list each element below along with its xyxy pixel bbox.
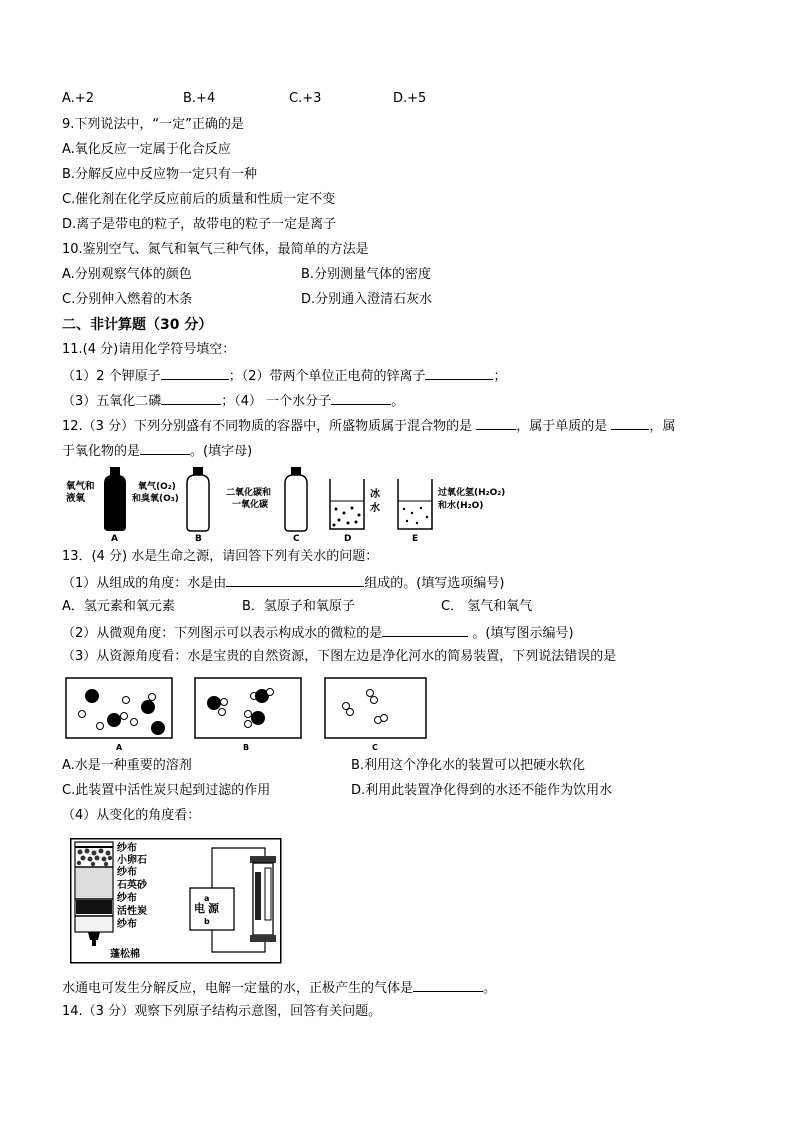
q11-part2 <box>62 391 404 411</box>
q13-p1a: （1）从组成的角度：水是由 <box>62 576 227 591</box>
q13-stem: 13．(4 分) 水是生命之源，请回答下列有关水的问题： <box>62 549 379 564</box>
answer-blank[interactable] <box>413 978 483 992</box>
q8-option-c: C.+3 <box>289 91 322 106</box>
q11-stem: 11.(4 分)请用化学符号填空： <box>62 342 236 357</box>
q13-p3-option-a: A.水是一种重要的溶剂 <box>62 758 192 773</box>
q13-p1-option-a: A．氢元素和氧元素 <box>62 599 175 614</box>
container-c-label-line1: 二氧化碳和 <box>226 488 272 498</box>
q13-p3-option-b: B.利用这个净化水的装置可以把硬水软化 <box>351 758 586 773</box>
answer-blank[interactable] <box>226 573 364 587</box>
q12-line2b: 。(填字母) <box>190 444 253 459</box>
q13-p3-option-d: D.利用此装置净化得到的水还不能作为饮用水 <box>351 783 613 798</box>
q11-p1c: ； <box>493 369 507 384</box>
q10-stem: 10.鉴别空气、氮气和氧气三种气体，最简单的方法是 <box>62 242 369 257</box>
answer-blank[interactable] <box>140 441 190 455</box>
q9-stem: 9.下列说法中，“一定”正确的是 <box>62 117 244 132</box>
container-b-label-line2: 和臭氧(O₃) <box>132 494 179 504</box>
q13-p1-option-c: C． 氢气和氧气 <box>441 599 533 614</box>
container-a <box>66 467 126 541</box>
container-c-label-line2: 一氧化碳 <box>232 500 269 510</box>
answer-blank[interactable] <box>476 416 516 430</box>
q11-p2c: 。 <box>391 394 405 409</box>
q13-p1-option-b: B．氢原子和氧原子 <box>242 599 355 614</box>
answer-blank[interactable] <box>382 623 468 637</box>
q13-part2 <box>62 623 574 643</box>
answer-blank[interactable] <box>161 391 221 405</box>
q10-option-c: C.分别伸入燃着的木条 <box>62 292 193 307</box>
container-b-label-line1: 氧气(O₂) <box>138 482 176 492</box>
particle-panel-a-letter: A <box>116 743 123 752</box>
filter-label-6: 活性炭 <box>117 906 147 917</box>
power-label-2: 源 <box>208 902 219 915</box>
container-d-label-line1: 冰 <box>370 489 380 500</box>
q11-p2a: （3）五氧化二磷 <box>62 394 162 409</box>
q12-line1c: ，属 <box>649 419 676 434</box>
power-terminal-b: b <box>204 917 210 926</box>
q13-part5 <box>62 978 496 998</box>
filter-label-3: 纱布 <box>117 867 137 878</box>
q10-option-d: D.分别通入澄清石灰水 <box>301 292 433 307</box>
container-e-label-line1: 过氧化氢(H₂O₂) <box>438 488 506 498</box>
answer-blank[interactable] <box>425 366 493 380</box>
container-a-letter: A <box>111 534 118 541</box>
q12-line1a: 12.（3 分）下列分别盛有不同物质的容器中，所盛物质属于混合物的是 <box>62 419 473 434</box>
power-terminal-a: a <box>204 894 210 903</box>
q13-part4: （4）从变化的角度看： <box>62 808 201 823</box>
q14-stem: 14.（3 分）观察下列原子结构示意图，回答有关问题。 <box>62 1004 382 1019</box>
q12-line2 <box>62 441 252 461</box>
q8-option-b: B.+4 <box>183 91 216 106</box>
filter-label-2: 小卵石 <box>117 855 147 866</box>
q13-p2a: （2）从微观角度：下列图示可以表示构成水的微粒的是 <box>62 626 383 641</box>
answer-blank[interactable] <box>161 366 229 380</box>
container-b <box>132 467 209 541</box>
q13-part3: （3）从资源角度看：水是宝贵的自然资源，下图左边是净化河水的简易装置，下列说法错误的是 <box>62 649 617 664</box>
container-c <box>226 467 307 541</box>
q13-p1b: 组成的。(填写选项编号) <box>364 576 505 591</box>
container-b-letter: B <box>195 534 202 541</box>
particle-panel-a <box>66 678 172 752</box>
q9-option-c: C.催化剂在化学反应前后的质量和性质一定不变 <box>62 192 336 207</box>
filter-label-5: 纱布 <box>117 893 137 904</box>
filter-label-8: 蓬松棉 <box>110 949 140 960</box>
q13-p5a: 水通电可发生分解反应，电解一定量的水，正极产生的气体是 <box>62 981 414 996</box>
answer-blank[interactable] <box>611 416 649 430</box>
q11-p1a: （1）2 个钾原子 <box>62 369 161 384</box>
particle-panel-b <box>195 678 301 752</box>
q12-line1b: ，属于单质的是 <box>516 419 608 434</box>
q12-line1 <box>62 416 675 436</box>
q8-option-a: A.+2 <box>62 91 94 106</box>
particle-panel-b-letter: B <box>243 743 250 752</box>
filter-label-4: 石英砂 <box>117 880 147 891</box>
particle-panel-c <box>325 678 426 752</box>
q13-p2b: 。(填写图示编号) <box>472 626 574 641</box>
q9-option-a: A.氧化反应一定属于化合反应 <box>62 142 231 157</box>
q11-p2b: ；（4） 一个水分子 <box>221 394 332 409</box>
q12-line2a: 于氧化物的是 <box>62 444 141 459</box>
container-d <box>330 479 380 541</box>
q13-p5b: 。 <box>483 981 497 996</box>
q11-part1 <box>62 366 506 386</box>
filter-label-7: 纱布 <box>117 919 137 930</box>
q13-particle-figure <box>64 674 438 752</box>
q12-containers-figure <box>64 465 510 541</box>
container-d-label-line2: 水 <box>370 503 380 514</box>
water-filter <box>75 842 113 946</box>
container-e-label-line2: 和水(H₂O) <box>438 501 484 511</box>
container-e <box>398 479 505 541</box>
q10-option-b: B.分别测量气体的密度 <box>301 267 432 282</box>
container-c-letter: C <box>293 534 300 541</box>
q11-p1b: ；（2）带两个单位正电荷的锌离子 <box>228 369 426 384</box>
q13-p3-option-c: C.此装置中活性炭只起到过滤的作用 <box>62 783 271 798</box>
container-d-letter: D <box>344 534 352 541</box>
particle-panel-c-letter: C <box>372 743 378 752</box>
container-a-label-line1: 氧气和 <box>66 481 95 492</box>
power-label-1: 电 <box>194 902 205 915</box>
container-e-letter: E <box>412 534 419 541</box>
q8-option-d: D.+5 <box>393 91 427 106</box>
q10-option-a: A.分别观察气体的颜色 <box>62 267 192 282</box>
q9-option-d: D.离子是带电的粒子，故带电的粒子一定是离子 <box>62 217 337 232</box>
answer-blank[interactable] <box>331 391 391 405</box>
q13-part1 <box>62 573 504 593</box>
section2-title: 二、非计算题（30 分） <box>62 317 213 333</box>
container-a-label-line2: 液氧 <box>66 493 86 504</box>
q13-apparatus-figure <box>70 838 282 964</box>
filter-label-1: 纱布 <box>117 843 137 854</box>
q9-option-b: B.分解反应中反应物一定只有一种 <box>62 167 258 182</box>
